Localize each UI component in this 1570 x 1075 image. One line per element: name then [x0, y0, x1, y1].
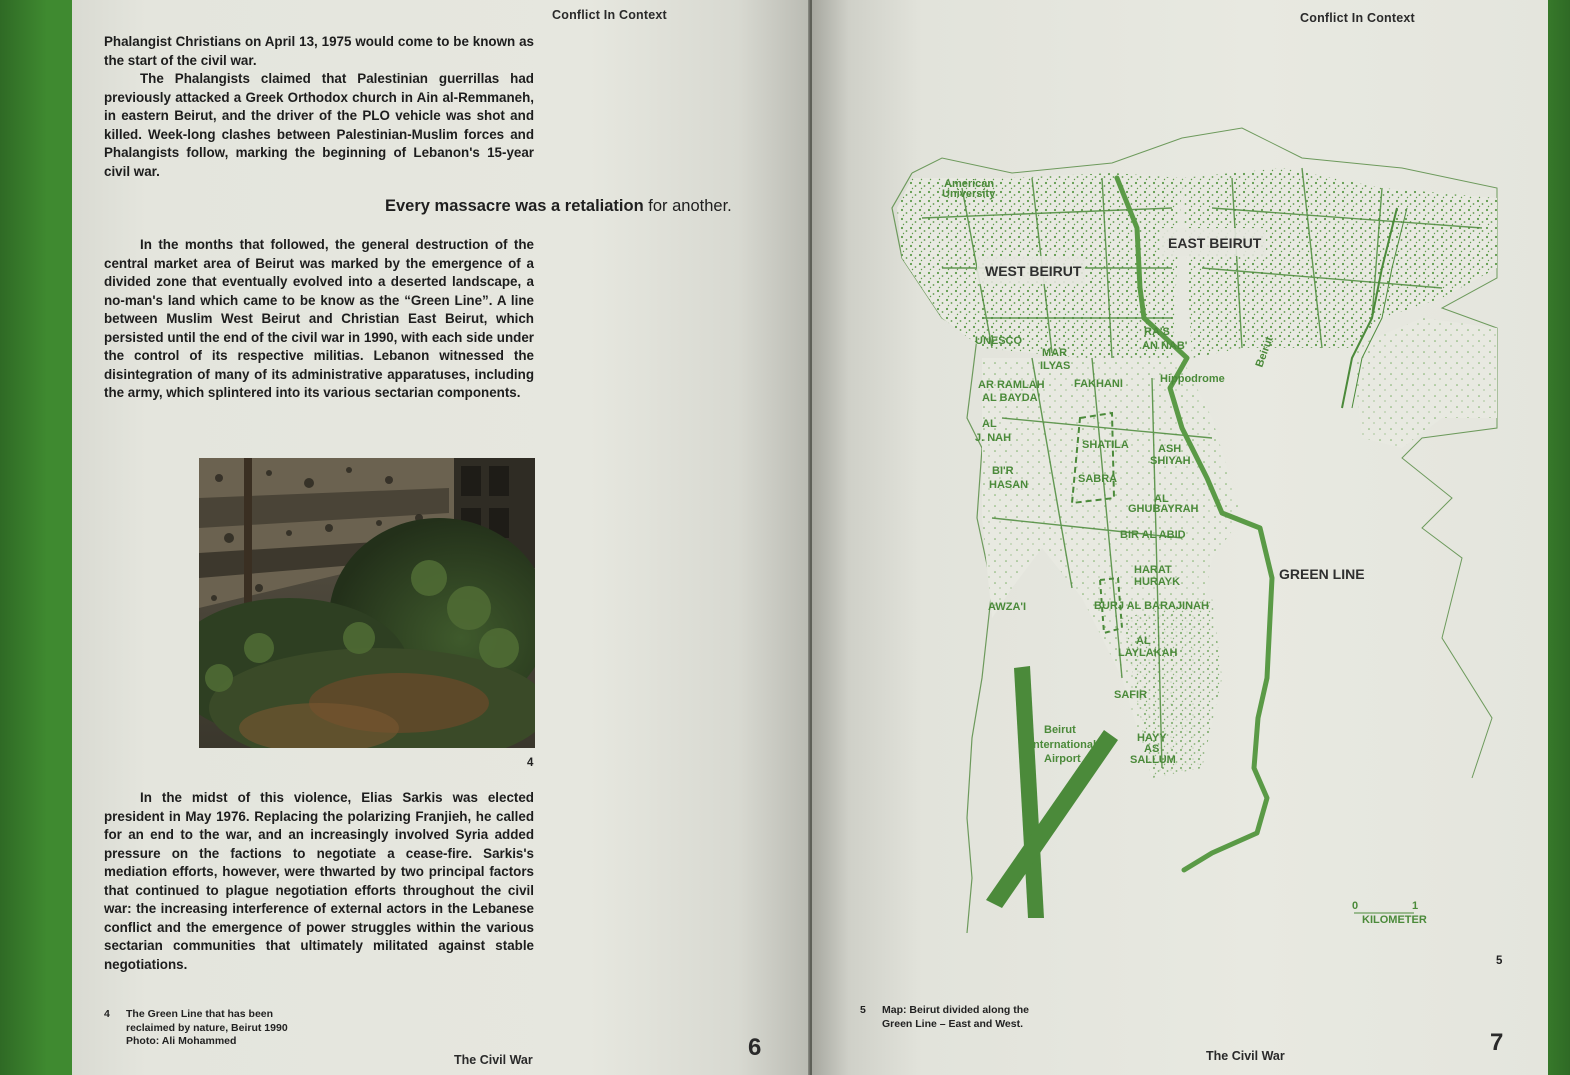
district-label: AWZA'I — [988, 601, 1027, 613]
district-label: GHUBAYRAH — [1128, 503, 1199, 515]
left-page — [72, 0, 812, 1075]
footnote-4 — [104, 1008, 324, 1049]
text-block-middle — [104, 236, 534, 403]
scale-one: 1 — [1412, 900, 1419, 912]
pull-quote — [385, 197, 732, 216]
district-label: HURAYK — [1134, 576, 1181, 588]
right-page-number: 7 — [1490, 1029, 1504, 1056]
district-label: LAYLAKAH — [1118, 647, 1178, 659]
district-label: AN NAB' — [1142, 340, 1188, 352]
green-line-photo — [199, 458, 535, 748]
district-label: SABRA — [1078, 473, 1118, 485]
green-line-label: GREEN LINE — [1279, 566, 1365, 582]
figure-4-number: 4 — [527, 757, 534, 769]
pull-quote-bold: Every massacre was a retaliation — [385, 197, 644, 215]
district-label: AL — [1136, 635, 1151, 647]
district-label: Beirut — [1253, 335, 1276, 370]
district-label: AL — [1154, 493, 1169, 505]
district-label: BI'R — [992, 465, 1014, 477]
district-label: ASH — [1158, 443, 1182, 455]
district-label: SALLUM — [1130, 754, 1176, 766]
scale-unit: KILOMETER — [1362, 914, 1427, 926]
scale-zero: 0 — [1352, 900, 1359, 912]
right-footer-title: The Civil War — [1206, 1049, 1285, 1063]
district-label: SHIYAH — [1150, 455, 1191, 467]
district-label: SAFIR — [1114, 689, 1147, 701]
left-page-number: 6 — [748, 1034, 762, 1061]
right-page — [812, 0, 1548, 1075]
figure-5-number: 5 — [1496, 955, 1503, 967]
district-label: HARAT — [1134, 564, 1172, 576]
district-label: International — [1030, 739, 1097, 751]
district-label: Beirut — [1044, 724, 1076, 736]
district-label: Airport — [1044, 753, 1081, 765]
caption-line-2: Green Line – East and West. — [882, 1017, 1024, 1030]
district-label: BIR AL ABID — [1120, 529, 1186, 541]
district-label: FAKHANI — [1074, 378, 1123, 390]
district-label: Hippodrome — [1160, 373, 1225, 385]
district-label: AL — [982, 418, 997, 430]
district-label: HAYY — [1137, 732, 1167, 744]
right-running-head: Conflict In Context — [1300, 11, 1415, 25]
text-block-top — [104, 33, 534, 181]
left-footer-title: The Civil War — [454, 1053, 533, 1067]
district-label: ILYAS — [1040, 360, 1071, 372]
text-block-bottom — [104, 789, 534, 974]
paragraph-2: The Phalangists claimed that Palestinian guerrillas had previously attacked a Greek Orthodox church in Ain al-Remmaneh, in eastern Beirut, and the driver of the PLO vehicle was shot and killed. Week-long clashes between Palestinian-Muslim forces and Phalangists follow, marking the beginning of Lebanon's 15-year civil war. — [104, 71, 534, 179]
caption-number: 5 — [860, 1004, 866, 1016]
footnote-line-1: The Green Line that has been — [126, 1008, 274, 1020]
pull-quote-rest: for another. — [648, 197, 732, 215]
district-label: J. NAH — [975, 432, 1012, 444]
overgrown-ruins-image — [199, 458, 535, 748]
footnote-line-3: Photo: Ali Mohammed — [126, 1035, 237, 1047]
caption-line-1: Map: Beirut divided along the — [882, 1004, 1030, 1016]
district-label: SHATILA — [1082, 439, 1129, 451]
district-label: University — [942, 188, 996, 200]
paragraph-1: Phalangist Christians on April 13, 1975 would come to be known as the start of the civil war. — [104, 34, 534, 68]
district-label: AR RAMLAH — [978, 379, 1045, 391]
district-label: AS — [1144, 743, 1160, 755]
footnote-number: 4 — [104, 1008, 110, 1020]
district-label: BURJ AL BARAJINAH — [1094, 600, 1209, 612]
district-label: RA'S — [1144, 326, 1170, 338]
east-beirut-label: EAST BEIRUT — [1168, 235, 1262, 251]
district-label: UNESCO — [975, 335, 1023, 347]
paragraph-3: In the months that followed, the general destruction of the central market area of Beirut was marked by the emergence of a divided zone that eventually evolved into a deserted landscape, a no-man's land which came to be know as the “Green Line”. A line between Muslim West Beirut and Christian East Beirut, which persisted until the end of the civil war in 1990, with each side under the control of its respective militias. Lebanon witnessed the disintegration of many of its administrative apparatuses, including the army, which splintered into its various sectarian components. — [104, 237, 534, 400]
district-label: AL BAYDA' — [982, 392, 1041, 404]
caption-5 — [860, 1004, 1080, 1031]
district-label: MAR — [1042, 347, 1068, 359]
west-beirut-label: WEST BEIRUT — [985, 263, 1082, 279]
footnote-line-2: reclaimed by nature, Beirut 1990 — [126, 1021, 288, 1034]
left-running-head: Conflict In Context — [552, 8, 667, 22]
paragraph-4: In the midst of this violence, Elias Sarkis was elected president in May 1976. Replacing the polarizing Franjieh, he called for an end to the war, and an increasingly involved Syria added pressure on the factions to negotiate a cease-fire. Sarkis's mediation efforts, however, were thwarted by two principal factors that continued to plague negotiation efforts throughout the civil war: the increasing interference of external actors in the Lebanese conflict and the emergence of power struggles within the various sectarian communities that ultimately militated against stable negotiations. — [104, 790, 534, 972]
district-label: American — [944, 178, 995, 190]
beirut-map — [882, 118, 1502, 938]
district-label: HASAN — [989, 479, 1029, 491]
